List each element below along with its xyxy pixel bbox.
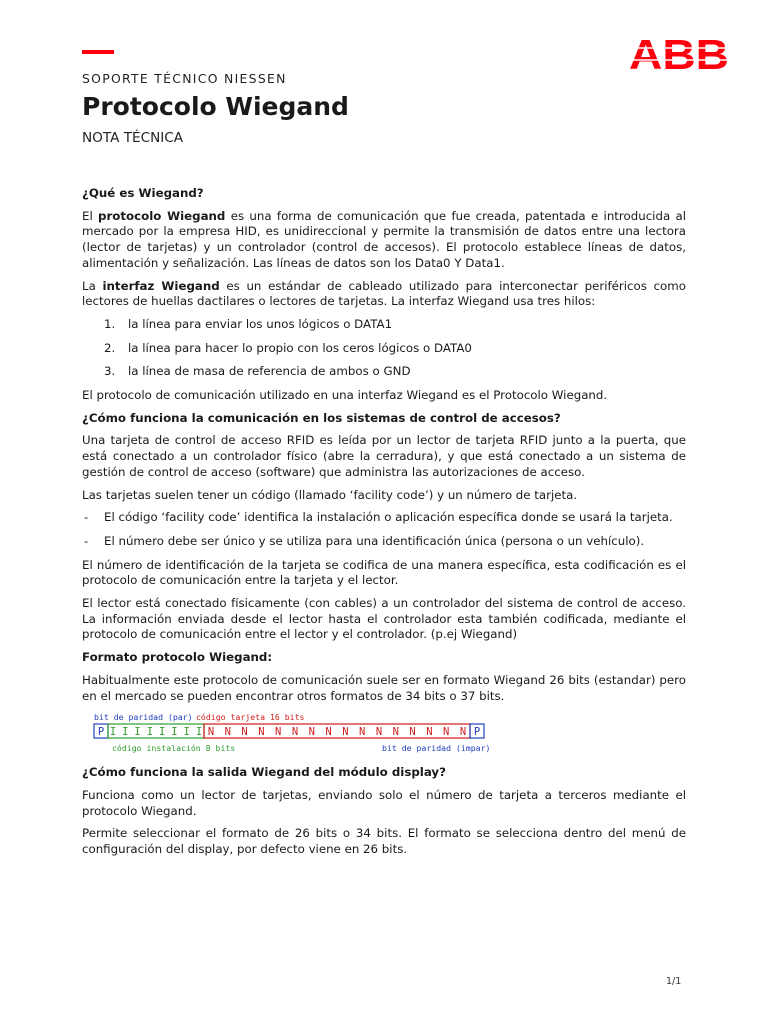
heading-display-output: ¿Cómo funciona la salida Wiegand del módulo display?: [82, 765, 446, 780]
card-bit: N: [375, 726, 383, 739]
facility-bit: I: [146, 726, 154, 739]
paragraph-cards: Las tarjetas suelen tener un código (llamado ‘facility code’) y un número de tarjeta.: [82, 487, 578, 502]
card-bit: N: [308, 726, 315, 739]
card-bit: N: [291, 726, 299, 739]
card-bit: N: [409, 726, 416, 739]
paragraph-format: Habitualmente este protocolo de comunicación suele ser en formato Wiegand 26 bits (estandar) pero en el mercado se pueden encontrar otros formatos de 34 bits o 37 bits.: [82, 672, 686, 703]
card-bit: N: [459, 726, 467, 739]
facility-bit: I: [171, 726, 178, 739]
paragraph-display-reader: Funciona como un lector de tarjetas, enviando solo el número de tarjeta a terceros mediante el protocolo Wiegand.: [82, 787, 686, 818]
parity-odd-label: bit de paridad (impar): [382, 743, 491, 754]
svg-text:ABB: ABB: [629, 36, 729, 72]
facility-bit: I: [183, 726, 190, 739]
page-title: Protocolo Wiegand: [82, 92, 349, 121]
card-bit: N: [325, 726, 332, 739]
card-bit: N: [359, 726, 366, 739]
wire-list: [82, 317, 686, 380]
page-subtitle: NOTA TÉCNICA: [82, 130, 184, 146]
accent-bar: [82, 50, 114, 54]
card-bit: N: [426, 726, 433, 739]
paragraph-reader: El lector está conectado físicamente (con cables) a un controlador del sistema de control de acceso. La información enviada desde el lector hasta el controlador esta también codificada, mediante el protocolo de comunicación entre el lector y el controlador. (p.ej Wiegand): [82, 596, 686, 642]
abb-logo: [628, 36, 730, 72]
parity-bit-end: P: [473, 726, 481, 739]
section-kicker: SOPORTE TÉCNICO NIESSEN: [82, 71, 287, 86]
heading-what-is: ¿Qué es Wiegand?: [82, 186, 204, 200]
list-item: - El código ‘facility code’ identifica la instalación o aplicación específica donde se usará la tarjeta.: [84, 510, 673, 525]
heading-how-works: ¿Cómo funciona la comunicación en los sistemas de control de accesos?: [82, 410, 561, 425]
heading-format: Formato protocolo Wiegand:: [82, 650, 273, 665]
facility-bit: I: [158, 726, 166, 739]
paragraph-rfid: Una tarjeta de control de acceso RFID es leída por un lector de tarjeta RFID junto a la puerta, que está conectado a un controlador físico (abre la cerradura), y que está conectado a un sistema de gestión de control de acceso (software) que administra las autorizaciones de acceso.: [82, 433, 686, 479]
card-bit: N: [443, 726, 450, 739]
card-bit: N: [392, 726, 399, 739]
card-bit: N: [224, 726, 231, 739]
card-bit: N: [207, 726, 215, 739]
paragraph-protocol: El protocolo Wiegand es una forma de comunicación que fue creada, patentada e introducida al mercado por la empresa HID, es unidireccional y permite la transmisión de datos entre una lectora (lector de tarjetas) y un controlador (control de accesos). El protocolo establece líneas de datos, alimentación y señalización. Las líneas de datos son los Data0 Y Data1.: [82, 208, 686, 270]
paragraph-display-format: Permite seleccionar el formato de 26 bits o 34 bits. El formato se selecciona dentro del menú de configuración del display, por defecto viene en 26 bits.: [82, 826, 686, 857]
card-fields-list: [82, 510, 686, 549]
card-bit: N: [241, 726, 248, 739]
card-bit: N: [275, 726, 282, 739]
card-bit: N: [258, 726, 265, 739]
paragraph-encoding: El número de identificación de la tarjeta se codifica de una manera específica, esta codificación es el protocolo de comunicación entre la tarjeta y el lector.: [82, 557, 686, 588]
facility-bit: I: [109, 726, 117, 739]
paragraph-interface: La interfaz Wiegand es un estándar de cableado utilizado para interconectar periféricos como lectores de huellas dactilares o lectores de tarjetas. La interfaz Wiegand usa tres hilos:: [82, 278, 686, 309]
parity-bit-start: P: [97, 726, 105, 739]
page-number: 1/1: [666, 976, 682, 987]
facility-bit: I: [122, 726, 129, 739]
list-item: 3. la línea de masa de referencia de ambos o GND: [104, 364, 411, 379]
card-code-label: código tarjeta 16 bits: [196, 712, 305, 723]
facility-bit: I: [134, 726, 141, 739]
card-bit: N: [342, 726, 349, 739]
paragraph-protocol-used: El protocolo de comunicación utilizado en una interfaz Wiegand es el Protocolo Wiegand.: [82, 388, 608, 403]
facility-code-label: código instalación 8 bits: [112, 743, 236, 754]
parity-even-label: bit de paridad (par): [94, 712, 193, 723]
facility-bit: I: [195, 726, 203, 739]
wiegand-26-bit-diagram: [92, 711, 492, 755]
list-item: - El número debe ser único y se utiliza para una identificación única (persona o un vehículo).: [84, 533, 645, 548]
list-item: 2. la línea para hacer lo propio con los ceros lógicos o DATA0: [104, 340, 472, 355]
list-item: 1. la línea para enviar los unos lógicos o DATA1: [104, 316, 393, 331]
document-body: [82, 186, 686, 865]
